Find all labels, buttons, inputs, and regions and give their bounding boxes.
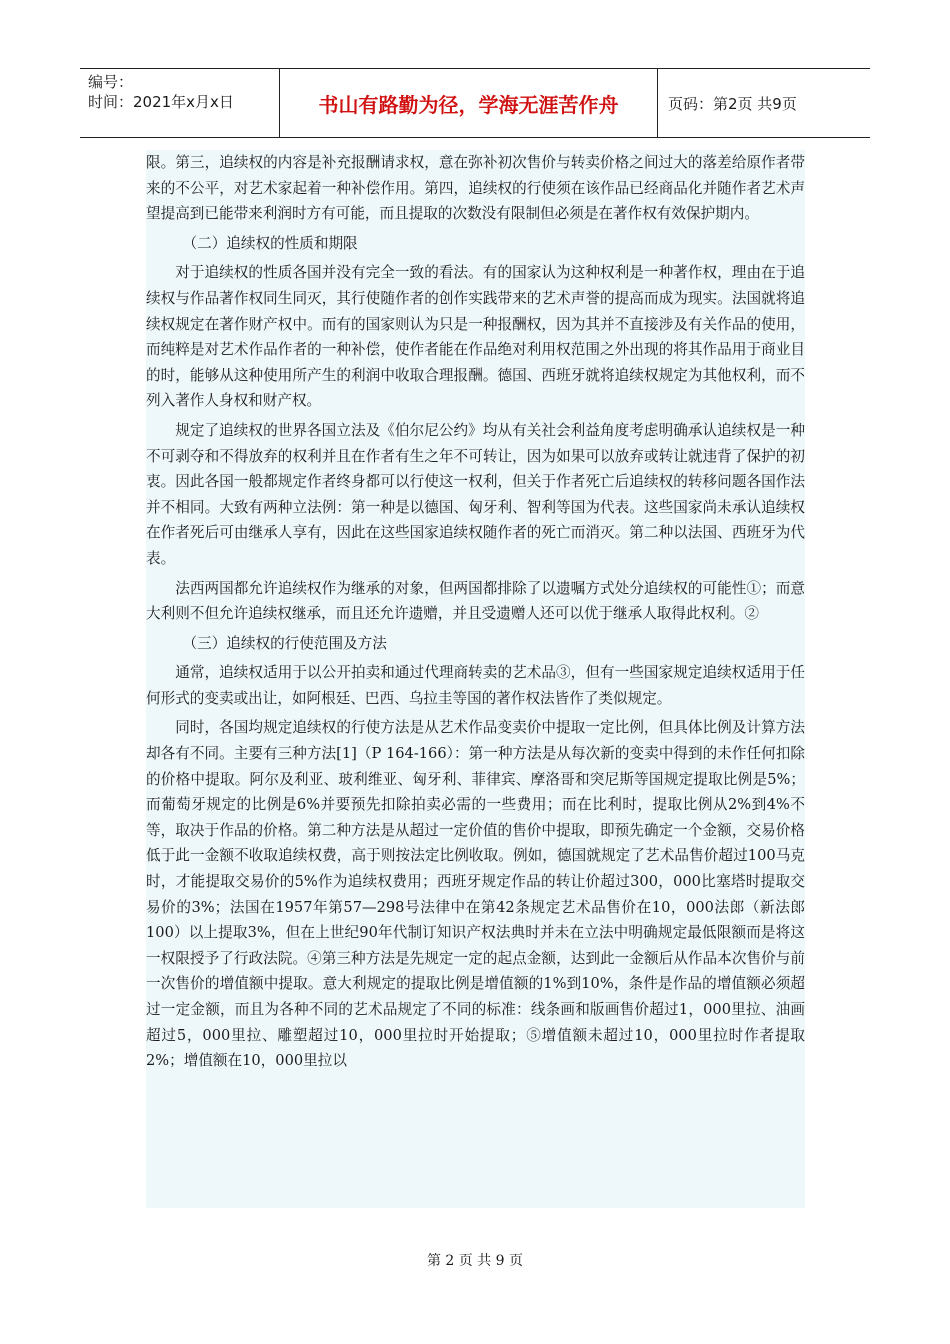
section-heading: （二）追续权的性质和期限 — [182, 234, 358, 252]
page-footer: 第 2 页 共 9 页 — [426, 1253, 524, 1269]
body-paragraph: 法西两国都允许追续权作为继承的对象，但两国都排除了以遗嘱方式处分追续权的可能性①；而意大利则不但允许追续权继承，而且还允许遗赠，并且受遗赠人还可以优于继承人取得此权利。② — [146, 579, 805, 623]
body-paragraph: 同时，各国均规定追续权的行使方法是从艺术作品变卖价中提取一定比例，但具体比例及计算方法却各有不同。主要有三种方法[1]（P 164-166）：第一种方法是从每次新的变卖中得到的未作任何扣除的价格中提取。阿尔及利亚、玻利维亚、匈牙利、菲律宾、摩洛哥和突尼斯等国规定提取比例是5%；而葡萄牙规定的比例是6%并要预先扣除拍卖必需的一些费用；而在比利时，提取比例从2%到4%不等，取决于作品的价格。第二种方法是从超过一定价值的售价中提取，即预先确定一个金额，交易价格低于此一金额不收取追续权费，高于则按法定比例收取。例如，德国就规定了艺术品售价超过100马克时，才能提取交易价的5%作为追续权费用；西班牙规定作品的转让价超过300，000比塞塔时提取交易价的3%；法国在1957年第57—298号法律中在第42条规定艺术品售价在10，000法郎（新法郎100）以上提取3%，但在上世纪90年代制订知识产权法典时并未在立法中明确规定最低限额而是将这一权限授予了行政法院。④第三种方法是先规定一定的起点金额，达到此一金额后从作品本次售价与前一次售价的增值额中提取。意大利规定的提取比例是增值额的1%到10%，条件是作品的增值额必须超过一定金额，而且为各种不同的艺术品规定了不同的标准：线条画和版画售价超过1，000里拉、油画超过5，000里拉、雕塑超过10，000里拉时开始提取；⑤增值额未超过10，000里拉时作者提取2%；增值额在10，000里拉以 — [146, 719, 805, 1070]
body-paragraph: 规定了追续权的世界各国立法及《伯尔尼公约》均从有关社会利益角度考虑明确承认追续权是一种不可剥夺和不得放弃的权利并且在作者有生之年不可转让，因为如果可以放弃或转让就违背了保护的初衷。因此各国一般都规定作者终身都可以行使这一权利，但关于作者死亡后追续权的转移问题各国作法并不相同。大致有两种立法例：第一种是以德国、匈牙利、智利等国为代表。这些国家尚未承认追续权在作者死后可由继承人享有，因此在这些国家追续权随作者的死亡而消灭。第二种以法国、西班牙为代表。 — [146, 421, 805, 567]
body-paragraph: 通常，追续权适用于以公开拍卖和通过代理商转卖的艺术品③，但有一些国家规定追续权适用于任何形式的变卖或出让，如阿根廷、巴西、乌拉圭等国的著作权法皆作了类似规定。 — [146, 664, 805, 707]
page-header — [80, 68, 870, 138]
body-paragraph: 限。第三，追续权的内容是补充报酬请求权，意在弥补初次售价与转卖价格之间过大的落差给原作者带来的不公平，对艺术家起着一种补偿作用。第四，追续权的行使须在该作品已经商品化并随作者艺术声望提高到已能带来利润时方有可能，而且提取的次数没有限制但必须是在著作权有效保护期内。 — [146, 154, 805, 223]
document-body — [146, 150, 805, 1208]
body-paragraph: 对于追续权的性质各国并没有完全一致的看法。有的国家认为这种权利是一种著作权，理由在于追续权与作品著作权同生同灭，其行使随作者的创作实践带来的艺术声誉的提高而成为现实。法国就将追续权规定在著作财产权中。而有的国家则认为只是一种报酬权，因为其并不直接涉及有关作品的使用，而纯粹是对艺术作品作者的一种补偿，使作者能在作品绝对利用权范围之外出现的将其作品用于商业目的时，能够从这种使用所产生的利润中收取合理报酬。德国、西班牙就将追续权规定为其他权利，而不列入著作人身权和财产权。 — [146, 264, 805, 410]
header-page-info: 页码：第2页 共9页 — [668, 94, 797, 113]
document-date: 时间：2021年x月x日 — [88, 93, 234, 111]
header-motto: 书山有路勤为径，学海无涯苦作舟 — [280, 69, 658, 137]
section-heading: （三）追续权的行使范围及方法 — [182, 634, 387, 652]
header-meta-cell — [80, 69, 280, 137]
document-number-label: 编号： — [88, 73, 134, 91]
